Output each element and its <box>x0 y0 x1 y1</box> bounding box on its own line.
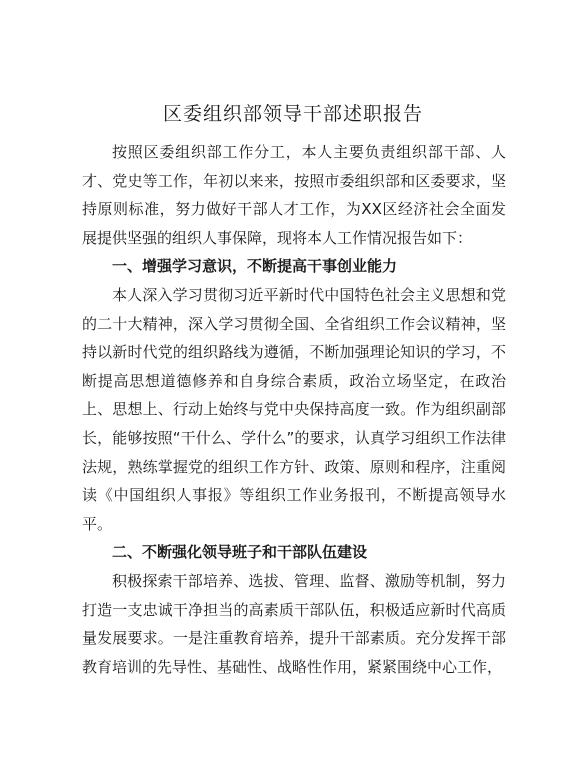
document-title: 区委组织部领导干部述职报告 <box>162 103 423 125</box>
paragraph-section-1: 本人深入学习贯彻习近平新时代中国特色社会主义思想和党的二十大精神，深入学习贯彻全国、全省组织工作会议精神，坚持以新时代党的组织路线为遵循，不断加强理论知识的学习，不断提高思想道德修养和自身综合素质，政治立场坚定，在政治上、思想上、行动上始终与党中央保持高度一致。作为组织副部长，能够按照“干什么、学什么”的要求，认真学习组织工作法律法规，熟练掌握党的组织工作方针、政策、原则和程序，注重阅读《中国组织人事报》等组织工作业务报刊，不断提高领导水平。 <box>82 285 506 533</box>
paragraph-intro: 按照区委组织部工作分工，本人主要负责组织部干部、人才、党史等工作，年初以来来，按照市委组织部和区委要求，坚持原则标准，努力做好干部人才工作，为XX区经济社会全面发展提供坚强的组织人事保障，现将本人工作情况报告如下： <box>82 143 506 247</box>
section-heading-1: 一、增强学习意识，不断提高干事创业能力 <box>112 257 398 276</box>
section-heading-2: 二、不断强化领导班子和干部队伍建设 <box>112 543 368 562</box>
document-body <box>82 138 506 681</box>
paragraph-section-2: 积极探索干部培养、选拔、管理、监督、激励等机制，努力打造一支忠诚干净担当的高素质干部队伍，积极适应新时代高质量发展要求。一是注重教育培养，提升干部素质。充分发挥干部教育培训的先导性、基础性、战略性作用，紧紧围绕中心工作， <box>82 571 506 676</box>
